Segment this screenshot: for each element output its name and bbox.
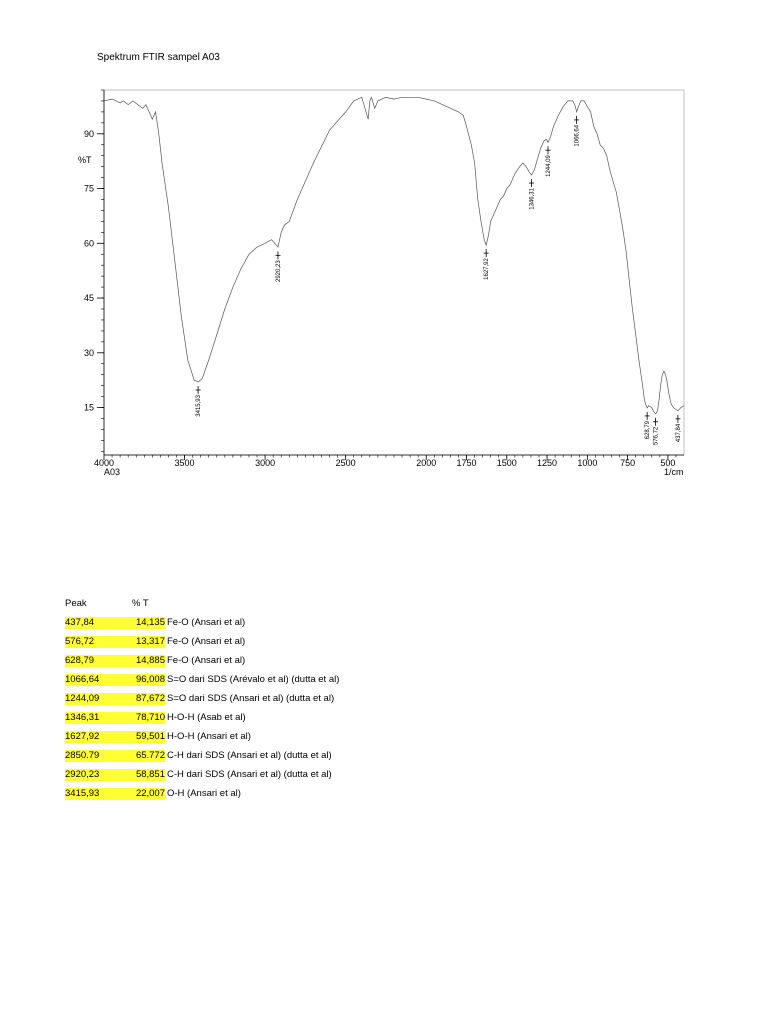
peak-value: 576,72 (65, 636, 130, 648)
peak-table (65, 594, 339, 803)
peak-cell (65, 727, 130, 746)
transmittance-cell (130, 708, 165, 727)
y-tick-label: 60 (83, 238, 94, 249)
table-row (65, 727, 339, 746)
transmittance-cell (130, 613, 165, 632)
peak-cell (65, 689, 130, 708)
peak-cell (65, 613, 130, 632)
x-tick-label: 2000 (416, 458, 437, 468)
peak-label: 1346,31 (529, 188, 536, 210)
peak-marker (196, 386, 203, 417)
table-row (65, 784, 339, 803)
transmittance-cell (130, 632, 165, 651)
peak-marker (529, 179, 536, 210)
peak-value: 437,84 (65, 617, 130, 629)
peak-marker (675, 415, 682, 442)
assignment-cell: H-O-H (Asab et al) (167, 711, 246, 723)
peak-label: 437,84 (675, 423, 682, 443)
peak-value: 1244,09 (65, 693, 130, 705)
table-row (65, 708, 339, 727)
peak-cell (65, 651, 130, 670)
transmittance-cell (130, 727, 165, 746)
peak-cell (65, 670, 130, 689)
transmittance-value: 96,008 (130, 674, 165, 686)
table-header-row (65, 594, 339, 613)
transmittance-cell (130, 765, 165, 784)
peak-cell (65, 708, 130, 727)
transmittance-value: 65.772 (130, 750, 165, 762)
peak-label: 628,79 (645, 420, 652, 440)
peak-marker (645, 412, 652, 439)
peak-value: 1346,31 (65, 712, 130, 724)
transmittance-cell (130, 670, 165, 689)
peak-marker (574, 116, 581, 147)
transmittance-value: 14,885 (130, 655, 165, 667)
assignment-cell: Fe-O (Ansari et al) (167, 616, 246, 628)
peak-label: 576,72 (653, 426, 660, 446)
peak-label: 1066,64 (574, 124, 581, 147)
peak-marker (484, 249, 491, 280)
peak-label: 1627,92 (484, 258, 491, 280)
assignment-cell: Fe-O (Ansari et al) (167, 635, 246, 647)
peak-marker (653, 418, 660, 445)
y-tick-label: 45 (83, 293, 94, 304)
x-tick-label: 500 (660, 458, 676, 468)
y-tick-label: 90 (83, 128, 94, 139)
assignment-cell: S=O dari SDS (Ansari et al) (dutta et al) (167, 692, 335, 704)
peak-label: 1244,09 (546, 155, 553, 177)
table-row (65, 651, 339, 670)
peak-value: 2920,23 (65, 769, 130, 781)
transmittance-value: 14,135 (130, 617, 165, 629)
x-tick-label: 1000 (577, 458, 598, 468)
peak-marker (546, 146, 553, 177)
ftir-chart (0, 0, 768, 500)
x-tick-label: 1750 (456, 458, 477, 468)
assignment-cell: O-H (Ansari et al) (167, 787, 241, 799)
assignment-cell: H-O-H (Ansari et al) (167, 730, 251, 742)
y-axis-label: %T (78, 155, 92, 165)
peak-marker (275, 251, 282, 282)
y-tick-label: 15 (83, 402, 94, 413)
header-t-label: % T (132, 597, 149, 609)
table-body (65, 613, 339, 803)
table-row (65, 689, 339, 708)
peak-label: 3415,93 (196, 395, 203, 417)
chart-axes (104, 90, 684, 455)
table-row (65, 613, 339, 632)
transmittance-value: 78,710 (130, 712, 165, 724)
x-tick-label: 4000 (93, 458, 115, 468)
transmittance-value: 87,672 (130, 693, 165, 705)
transmittance-cell (130, 784, 165, 803)
x-tick-label: 750 (620, 458, 636, 468)
transmittance-value: 59,501 (130, 731, 165, 743)
peak-value: 2850.79 (65, 750, 130, 762)
table-row (65, 765, 339, 784)
table-row (65, 632, 339, 651)
peak-cell (65, 784, 130, 803)
x-tick-label: 2500 (335, 458, 356, 468)
assignment-cell: Fe-O (Ansari et al) (167, 654, 246, 666)
x-tick-label: 3000 (255, 458, 276, 468)
peak-cell (65, 746, 130, 765)
transmittance-cell (130, 651, 165, 670)
peak-value: 3415,93 (65, 788, 130, 800)
chart-ticks (84, 90, 676, 468)
peak-cell (65, 632, 130, 651)
assignment-cell: C-H dari SDS (Ansari et al) (dutta et al) (167, 768, 332, 780)
x-tick-label: 1250 (537, 458, 558, 468)
header-transmittance (130, 594, 165, 613)
chart-title: Spektrum FTIR sampel A03 (97, 52, 220, 63)
transmittance-cell (130, 746, 165, 765)
peak-value: 1627,92 (65, 731, 130, 743)
header-assignment (165, 594, 339, 613)
table-row (65, 670, 339, 689)
sample-label: A03 (104, 467, 121, 477)
x-tick-label: 3500 (174, 458, 195, 468)
assignment-cell: C-H dari SDS (Ansari et al) (dutta et al) (167, 749, 332, 761)
header-peak: Peak (65, 597, 87, 609)
peak-value: 1066,64 (65, 674, 130, 686)
transmittance-value: 58,851 (130, 769, 165, 781)
plot-frame (104, 90, 684, 455)
y-tick-label: 30 (83, 347, 94, 358)
spectrum-line (104, 97, 684, 417)
peak-cell (65, 765, 130, 784)
transmittance-value: 22,007 (130, 788, 165, 800)
x-axis-label: 1/cm (664, 467, 684, 477)
peak-value: 628,79 (65, 655, 130, 667)
assignment-cell: S=O dari SDS (Arévalo et al) (dutta et al) (167, 673, 340, 685)
x-tick-label: 1500 (496, 458, 517, 468)
peak-label: 2920,23 (275, 260, 282, 283)
transmittance-value: 13,317 (130, 636, 165, 648)
y-tick-label: 75 (83, 183, 94, 194)
table-row (65, 746, 339, 765)
transmittance-cell (130, 689, 165, 708)
